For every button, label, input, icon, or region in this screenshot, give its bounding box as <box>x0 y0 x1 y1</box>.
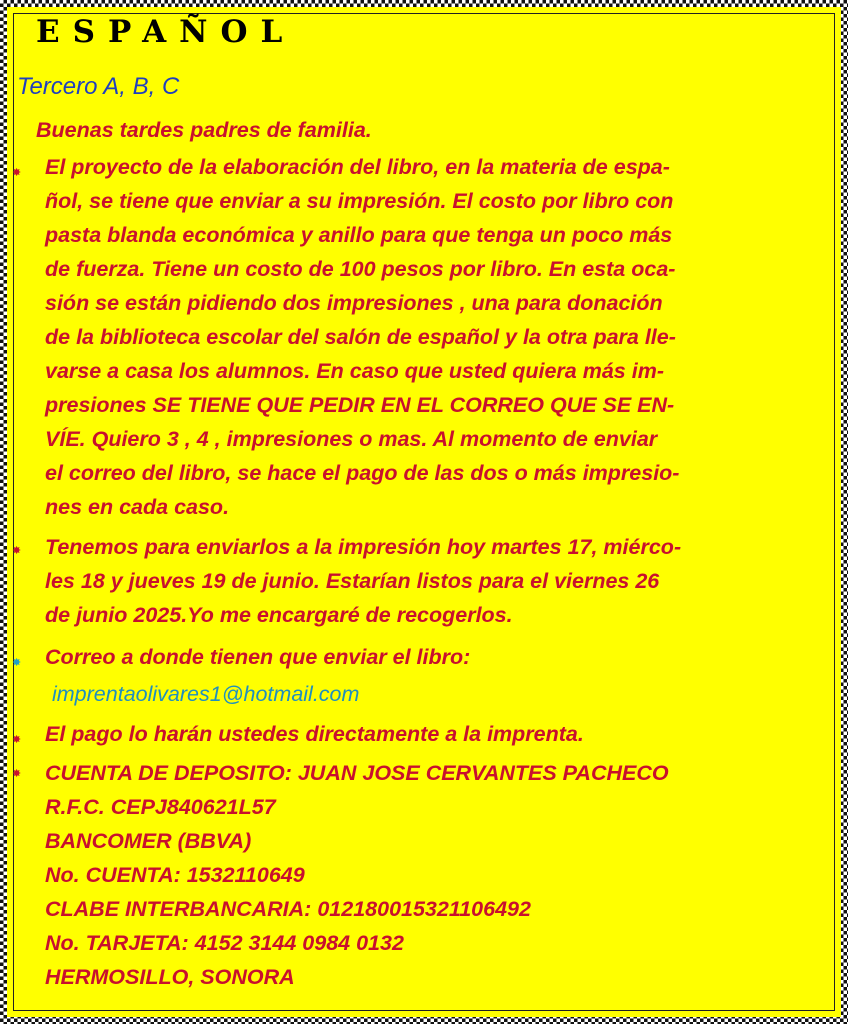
account-clabe: CLABE INTERBANCARIA: 012180015321106492 <box>45 897 531 921</box>
text-line: Correo a donde tienen que enviar el libro: <box>45 645 471 669</box>
bullet-star-icon: ✸ <box>12 733 22 746</box>
paragraph-print-dates <box>45 530 830 632</box>
email-label <box>45 640 830 674</box>
email-address: imprentaolivares1@hotmail.com <box>52 682 360 706</box>
text-line: de fuerza. Tiene un costo de 100 pesos por libro. En esta oca- <box>45 257 676 281</box>
text-line: pasta blanda económica y anillo para que tenga un poco más <box>45 223 673 247</box>
account-city: HERMOSILLO, SONORA <box>45 965 295 989</box>
text-line: Tenemos para enviarlos a la impresión hoy martes 17, miérco- <box>45 535 682 559</box>
text-line: de junio 2025.Yo me encargaré de recogerlos. <box>45 603 513 627</box>
text-line: El pago lo harán ustedes directamente a la imprenta. <box>45 722 584 746</box>
account-card: No. TARJETA: 4152 3144 0984 0132 <box>45 931 404 955</box>
account-rfc: R.F.C. CEPJ840621L57 <box>45 795 276 819</box>
text-line: nes en cada caso. <box>45 495 230 519</box>
text-line: El proyecto de la elaboración del libro, en la materia de espa- <box>45 155 670 179</box>
page-title: ESPAÑOL <box>36 14 296 50</box>
account-details <box>45 756 830 994</box>
text-line: VÍE. Quiero 3 , 4 , impresiones o mas. Al momento de enviar <box>45 427 658 451</box>
account-bank: BANCOMER (BBVA) <box>45 829 252 853</box>
text-line: les 18 y jueves 19 de junio. Estarían listos para el viernes 26 <box>45 569 660 593</box>
payment-note <box>45 717 830 751</box>
text-line: de la biblioteca escolar del salón de español y la otra para lle- <box>45 325 676 349</box>
text-line: varse a casa los alumnos. En caso que usted quiera más im- <box>45 359 664 383</box>
account-number: No. CUENTA: 1532110649 <box>45 863 305 887</box>
greeting: Buenas tardes padres de familia. <box>36 118 372 142</box>
bullet-star-icon: ✸ <box>12 166 22 179</box>
text-line: el correo del libro, se hace el pago de las dos o más impresio- <box>45 461 680 485</box>
account-holder: CUENTA DE DEPOSITO: JUAN JOSE CERVANTES PACHECO <box>45 761 669 785</box>
text-line: sión se están pidiendo dos impresiones , una para donación <box>45 291 663 315</box>
bullet-star-icon: ✸ <box>12 767 22 780</box>
text-line: ñol, se tiene que enviar a su impresión. El costo por libro con <box>45 189 674 213</box>
grade-subtitle: Tercero A, B, C <box>17 73 180 100</box>
bullet-star-icon: ✸ <box>12 656 22 669</box>
bullet-star-icon: ✸ <box>12 544 22 557</box>
text-line: presiones SE TIENE QUE PEDIR EN EL CORREO QUE SE EN- <box>45 393 675 417</box>
paragraph-book-project <box>45 150 830 524</box>
